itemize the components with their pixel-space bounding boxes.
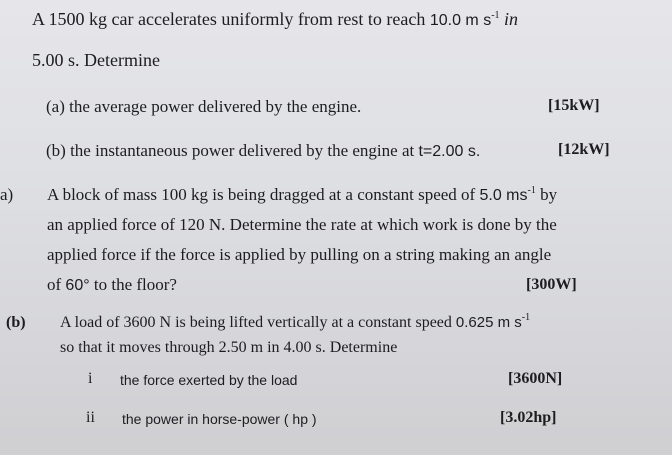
q3-part-i: the force exerted by the load [120, 372, 298, 388]
q2-line-2: an applied force of 120 N. Determine the rate at which work is done by the [47, 215, 557, 234]
q3-part-i-label: i [88, 370, 93, 387]
q2-speed-unit: 5.0 ms [479, 187, 528, 204]
q1-line-2: 5.00 s. Determine [32, 50, 160, 70]
q1-line-1 [32, 9, 518, 31]
q3-line-2: so that it moves through 2.50 m in 4.00 s. Determine [60, 339, 398, 356]
q1-speed-exponent: -1 [491, 10, 500, 21]
q2-line-1-end: by [535, 185, 558, 204]
q1-part-b-answer: [12kW] [558, 141, 610, 158]
q3-part-ii-answer: [3.02hp] [500, 409, 557, 426]
q3-line-1 [60, 313, 530, 333]
q2-line-1-text: A block of mass 100 kg is being dragged at a constant speed of [47, 185, 480, 204]
q1-line-1-text: A 1500 kg car accelerates uniformly from rest to reach [32, 9, 430, 29]
q2-speed-exponent: -1 [527, 185, 536, 196]
q2-line-4-end: to the floor? [89, 275, 177, 294]
q2-line-3: applied force if the force is applied by pulling on a string making an angle [47, 245, 552, 264]
q2-line-4 [47, 275, 177, 296]
q3-speed-exponent: -1 [521, 312, 531, 323]
q2-label: a) [0, 185, 14, 204]
q1-speed-unit: 10.0 m s [429, 12, 492, 29]
q2-angle: 60° [65, 277, 90, 294]
q3-label: (b) [6, 314, 26, 331]
q3-part-ii: the power in horse-power ( hp ) [122, 411, 317, 427]
q1-part-b [46, 141, 480, 162]
q3-line-1-text: A load of 3600 N is being lifted vertically at a constant speed [60, 314, 456, 331]
q2-line-1 [47, 185, 557, 206]
q3-speed-unit: 0.625 m s [455, 314, 522, 331]
q1-part-b-time: t=2.00 s. [418, 143, 481, 160]
q2-answer: [300W] [526, 276, 577, 293]
q2-line-4-start: of [47, 275, 66, 294]
q1-part-a-answer: [15kW] [548, 97, 600, 114]
q1-line-1-end: in [499, 9, 519, 29]
q3-part-i-answer: [3600N] [508, 370, 563, 387]
q1-part-a: (a) the average power delivered by the engine. [46, 97, 362, 116]
q1-part-b-text: (b) the instantaneous power delivered by the engine at [46, 141, 419, 160]
q3-part-ii-label: ii [86, 409, 95, 426]
